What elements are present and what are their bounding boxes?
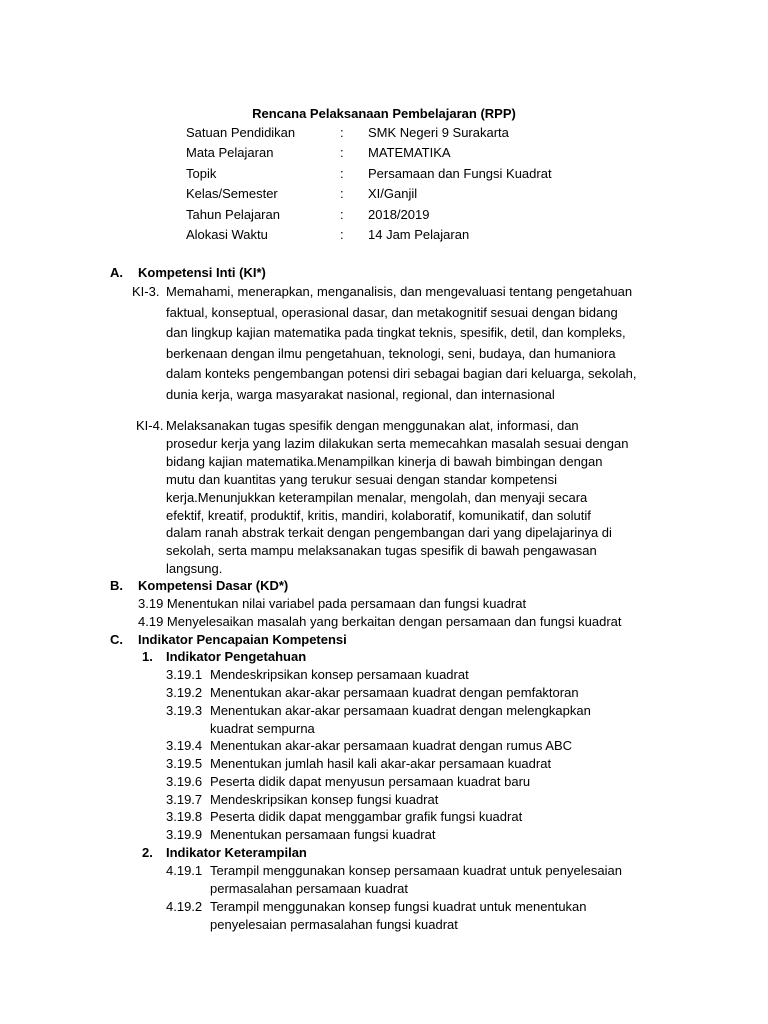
paragraph-line: prosedur kerja yang lazim dilakukan serta memecahkan masalah sesuai dengan (166, 435, 629, 451)
indicator-text: Menentukan jumlah hasil kali akar-akar persamaan kuadrat (210, 756, 552, 771)
paragraph-line: Memahami, menerapkan, menganalisis, dan mengevaluasi tentang pengetahuan (166, 284, 633, 299)
paragraph-line: faktual, konseptual, operasional dasar, dan metakognitif sesuai dengan bidang (166, 304, 618, 320)
paragraph-line: dunia kerja, warga masyarakat nasional, regional, dan internasional (166, 386, 555, 402)
identity-label: Mata Pelajaran (186, 145, 274, 160)
identity-value: MATEMATIKA (368, 145, 451, 160)
subsection-heading: Indikator Keterampilan (166, 845, 307, 860)
section-c-letter: C. (110, 632, 123, 647)
identity-label: Alokasi Waktu (186, 227, 268, 242)
paragraph-line: Melaksanakan tugas spesifik dengan menggunakan alat, informasi, dan (166, 418, 579, 433)
identity-label: Satuan Pendidikan (186, 125, 296, 140)
indicator-text: Menentukan persamaan fungsi kuadrat (210, 827, 436, 842)
section-b-heading: Kompetensi Dasar (KD*) (138, 578, 289, 593)
indicator-number: 3.19.5 (166, 756, 203, 771)
identity-colon: : (340, 125, 344, 140)
section-a-heading: Kompetensi Inti (KI*) (138, 265, 266, 280)
ki3-paragraph (166, 282, 636, 406)
indicator-number: 3.19.2 (166, 685, 203, 700)
indicator-number: 3.19.4 (166, 738, 203, 753)
section-b-letter: B. (110, 578, 123, 593)
indicator-text: Menentukan akar-akar persamaan kuadrat dengan pemfaktoran (210, 685, 579, 700)
paragraph-line: mutu dan kuantitas yang terukur sesuai dengan standar kompetensi (166, 471, 557, 487)
indicator-text: Terampil menggunakan konsep persamaan kuadrat untuk penyelesaian (210, 863, 622, 878)
indicator-number: 3.19.9 (166, 827, 203, 842)
indicator-text: Peserta didik dapat menggambar grafik fungsi kuadrat (210, 809, 523, 824)
indicator-text: permasalahan persamaan kuadrat (210, 881, 409, 896)
identity-value: 2018/2019 (368, 207, 430, 222)
ki4-paragraph (166, 417, 628, 578)
indicator-text: penyelesaian permasalahan fungsi kuadrat (210, 917, 458, 932)
indicator-text: kuadrat sempurna (210, 721, 315, 736)
identity-value: SMK Negeri 9 Surakarta (368, 125, 509, 140)
paragraph-line: dalam ranah abstrak terkait dengan pengembangan dari yang dipelajarinya di (166, 525, 612, 541)
indicator-text: Peserta didik dapat menyusun persamaan kuadrat baru (210, 774, 531, 789)
identity-colon: : (340, 145, 344, 160)
indicator-text: Terampil menggunakan konsep fungsi kuadrat untuk menentukan (210, 899, 587, 914)
ki4-label: KI-4. (136, 418, 164, 433)
paragraph-line: bidang kajian matematika.Menampilkan kinerja di bawah bimbingan dengan (166, 453, 603, 469)
indicator-number: 3.19.8 (166, 809, 203, 824)
identity-value: XI/Ganjil (368, 186, 418, 201)
identity-value: Persamaan dan Fungsi Kuadrat (368, 166, 552, 181)
identity-colon: : (340, 227, 344, 242)
paragraph-line: efektif, kreatif, produktif, kritis, mandiri, kolaboratif, komunikatif, dan solutif (166, 507, 591, 523)
indicator-number: 4.19.2 (166, 899, 203, 914)
identity-label: Tahun Pelajaran (186, 207, 280, 222)
indicator-number: 4.19.1 (166, 863, 203, 878)
indicator-number: 3.19.7 (166, 792, 203, 807)
document-title: Rencana Pelaksanaan Pembelajaran (RPP) (252, 106, 516, 121)
paragraph-line: berkenaan dengan ilmu pengetahuan, teknologi, seni, budaya, dan humaniora (166, 345, 616, 361)
paragraph-line: kerja.Menunjukkan keterampilan menalar, mengolah, dan menyaji secara (166, 489, 588, 505)
kd-item: 4.19 Menyelesaikan masalah yang berkaitan dengan persamaan dan fungsi kuadrat (138, 614, 622, 629)
section-c-heading: Indikator Pencapaian Kompetensi (138, 632, 347, 647)
indicator-number: 3.19.3 (166, 703, 203, 718)
identity-value: 14 Jam Pelajaran (368, 227, 470, 242)
subsection-number: 1. (142, 649, 153, 664)
indicator-number: 3.19.6 (166, 774, 203, 789)
identity-colon: : (340, 166, 344, 181)
identity-colon: : (340, 207, 344, 222)
indicator-text: Menentukan akar-akar persamaan kuadrat dengan melengkapkan (210, 703, 591, 718)
identity-colon: : (340, 186, 344, 201)
ki3-label: KI-3. (132, 284, 160, 299)
kd-item: 3.19 Menentukan nilai variabel pada persamaan dan fungsi kuadrat (138, 596, 527, 611)
indicator-text: Menentukan akar-akar persamaan kuadrat dengan rumus ABC (210, 738, 573, 753)
paragraph-line: dalam konteks pengembangan potensi diri sebagai bagian dari keluarga, sekolah, (166, 366, 637, 382)
section-a-letter: A. (110, 265, 123, 280)
paragraph-line: langsung. (166, 561, 223, 577)
indicator-text: Mendeskripsikan konsep fungsi kuadrat (210, 792, 439, 807)
subsection-number: 2. (142, 845, 153, 860)
indicator-number: 3.19.1 (166, 667, 203, 682)
identity-label: Kelas/Semester (186, 186, 278, 201)
indicator-text: Mendeskripsikan konsep persamaan kuadrat (210, 667, 469, 682)
identity-label: Topik (186, 166, 217, 181)
subsection-heading: Indikator Pengetahuan (166, 649, 307, 664)
paragraph-line: dan lingkup kajian matematika pada tingkat teknis, spesifik, detil, dan kompleks, (166, 325, 626, 341)
paragraph-line: sekolah, serta mampu melaksanakan tugas spesifik di bawah pengawasan (166, 543, 597, 559)
